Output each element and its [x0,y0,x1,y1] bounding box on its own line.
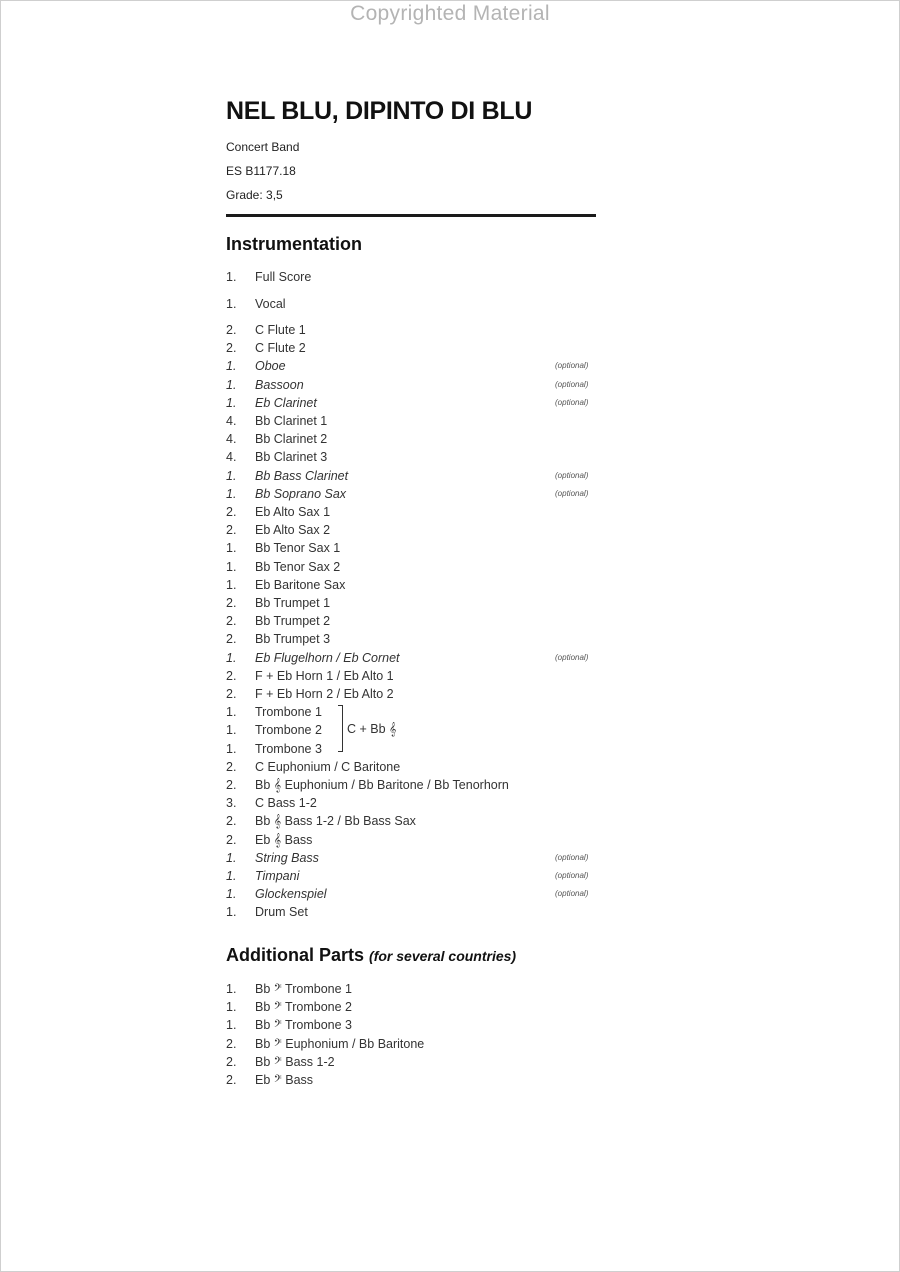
list-item [226,776,606,794]
item-name: C Euphonium / C Baritone [255,759,401,774]
list-item [226,558,606,576]
item-name: Full Score [255,270,312,284]
list-item [226,576,606,594]
item-name: Bb Trumpet 2 [255,614,331,629]
list-item [226,1035,606,1053]
item-quantity: 1. [226,377,237,392]
item-name: Bb Clarinet 1 [255,414,328,428]
item-name: C Flute 2 [255,341,306,356]
item-name: String Bass [255,850,319,865]
item-name: Eb Flugelhorn / Eb Cornet [255,650,400,665]
list-item [226,1016,606,1034]
list-item [226,539,606,557]
list-item [226,903,606,921]
list-item [226,1053,606,1071]
additional-parts-title: Additional Parts [226,945,365,965]
item-name: Bb Tenor Sax 1 [255,541,341,556]
item-name: Bb 𝄢 Trombone 3 [255,1018,352,1033]
item-quantity: 2. [226,523,237,538]
item-quantity: 4. [226,450,237,465]
list-item [226,980,606,998]
list-item [226,630,606,648]
item-quantity: 2. [226,1036,237,1051]
item-quantity: 1. [226,395,237,410]
list-item [226,521,606,539]
list-item [226,376,606,394]
item-name: Eb 𝄞 Bass [255,832,313,847]
item-name: Trombone 1 [255,705,322,720]
item-name: Bb 𝄢 Euphonium / Bb Baritone [255,1036,425,1051]
optional-label: (optional) [555,379,589,389]
list-item [226,467,606,485]
optional-label: (optional) [555,488,589,498]
item-quantity: 2. [226,341,237,356]
list-item [226,685,606,703]
item-name: Eb Alto Sax 1 [255,505,331,519]
item-quantity: 2. [226,614,237,629]
item-name: Bassoon [255,377,304,392]
watermark: Copyrighted Material [350,2,550,25]
item-name: Bb 𝄞 Bass 1-2 / Bb Bass Sax [255,814,416,829]
list-item [226,357,606,375]
item-quantity: 3. [226,796,237,811]
item-name: Eb Alto Sax 2 [255,523,331,538]
grade-label: Grade: 3,5 [226,188,283,202]
list-item [226,667,606,685]
item-name: Drum Set [255,905,308,920]
trombone-group-bracket [338,705,343,752]
item-name: C Flute 1 [255,323,306,337]
item-quantity: 1. [226,650,237,665]
additional-parts-heading [226,945,516,966]
instrumentation-heading: Instrumentation [226,234,363,254]
item-quantity: 2. [226,832,237,847]
list-item [226,740,606,758]
list-item [226,703,606,721]
item-quantity: 1. [226,887,237,902]
item-quantity: 1. [226,468,237,483]
item-name: Bb Tenor Sax 2 [255,559,341,574]
item-name: Bb 𝄢 Trombone 2 [255,1000,352,1015]
optional-label: (optional) [555,470,589,480]
list-item [226,849,606,867]
item-name: Glockenspiel [255,887,327,902]
item-quantity: 1. [226,723,237,738]
divider-rule [226,214,596,217]
item-quantity: 1. [226,297,237,311]
item-name: Bb Trumpet 1 [255,596,331,610]
list-item [226,412,606,430]
item-name: C Bass 1-2 [255,796,317,811]
list-item [226,594,606,612]
item-name: Timpani [255,869,300,883]
list-item [226,339,606,357]
item-name: Bb Soprano Sax [255,486,347,501]
optional-label: (optional) [555,871,589,880]
item-name: Bb Clarinet 3 [255,450,328,465]
item-quantity: 4. [226,432,237,447]
item-quantity: 1. [226,741,237,756]
item-quantity: 2. [226,505,237,519]
list-item [226,268,606,286]
list-item [226,430,606,448]
trombone-group-label: C + Bb 𝄞 [347,722,397,736]
item-quantity: 1. [226,541,237,556]
list-item [226,885,606,903]
item-quantity: 1. [226,705,237,720]
optional-label: (optional) [555,397,589,407]
item-quantity: 1. [226,486,237,501]
list-item [226,649,606,667]
list-item [226,612,606,630]
item-quantity: 1. [226,577,237,592]
item-name: Trombone 2 [255,723,322,738]
item-quantity: 1. [226,869,237,883]
list-item [226,831,606,849]
list-item [226,448,606,466]
item-quantity: 2. [226,632,237,647]
list-item [226,721,606,739]
item-quantity: 1. [226,559,237,574]
item-quantity: 2. [226,1054,237,1069]
item-name: F + Eb Horn 2 / Eb Alto 2 [255,687,394,701]
list-item [226,812,606,830]
item-name: F + Eb Horn 1 / Eb Alto 1 [255,668,394,683]
item-quantity: 1. [226,1018,237,1033]
item-quantity: 2. [226,1073,237,1087]
item-quantity: 2. [226,814,237,829]
item-quantity: 1. [226,270,237,284]
catalog-number: ES B1177.18 [226,164,296,178]
optional-label: (optional) [555,889,589,899]
list-item [226,1071,606,1089]
list-item [226,321,606,339]
list-item [226,394,606,412]
item-name: Vocal [255,297,286,311]
item-name: Trombone 3 [255,741,322,756]
item-quantity: 1. [226,1000,237,1015]
item-quantity: 2. [226,778,237,792]
item-quantity: 1. [226,982,237,996]
item-name: Bb 𝄞 Euphonium / Bb Baritone / Bb Tenorhorn [255,778,509,792]
item-quantity: 2. [226,596,237,610]
optional-label: (optional) [555,361,589,371]
item-quantity: 1. [226,850,237,865]
item-quantity: 4. [226,414,237,428]
item-quantity: 2. [226,668,237,683]
item-name: Bb Trumpet 3 [255,632,331,647]
list-item [226,998,606,1016]
list-item [226,758,606,776]
item-name: Eb Baritone Sax [255,577,346,592]
item-quantity: 2. [226,687,237,701]
item-name: Bb 𝄢 Trombone 1 [255,982,352,996]
item-name: Bb 𝄢 Bass 1-2 [255,1054,335,1069]
additional-parts-subtitle: (for several countries) [369,948,517,964]
list-item [226,503,606,521]
item-quantity: 1. [226,905,237,920]
item-name: Bb Bass Clarinet [255,468,349,483]
item-quantity: 2. [226,759,237,774]
item-name: Bb Clarinet 2 [255,432,328,447]
optional-label: (optional) [555,852,589,862]
list-item [226,295,606,313]
item-quantity: 2. [226,323,237,337]
list-item [226,485,606,503]
ensemble-label: Concert Band [226,140,300,154]
item-name: Eb 𝄢 Bass [255,1073,314,1087]
optional-label: (optional) [555,652,589,662]
item-name: Eb Clarinet [255,395,317,410]
item-name: Oboe [255,359,286,374]
list-item [226,794,606,812]
page-title: NEL BLU, DIPINTO DI BLU [226,97,533,125]
list-item [226,867,606,885]
item-quantity: 1. [226,359,237,374]
